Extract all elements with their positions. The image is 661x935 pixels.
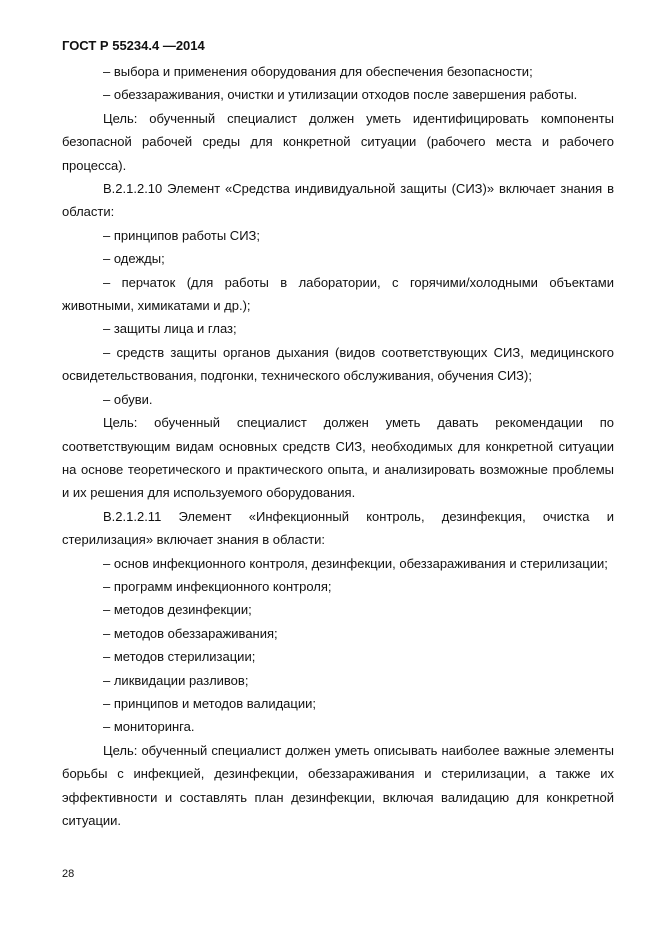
list-item: – методов дезинфекции;	[103, 602, 252, 618]
document-body	[62, 60, 614, 832]
list-item: – методов стерилизации;	[103, 649, 256, 665]
section-paragraph: В.2.1.2.11 Элемент «Инфекционный контроль, дезинфекция, очистка и стерилизация» включает знания в области:	[62, 508, 614, 548]
document-header: ГОСТ Р 55234.4 —2014	[62, 38, 205, 53]
list-item: – основ инфекционного контроля, дезинфекции, обеззараживания и стерилизации;	[103, 555, 608, 571]
list-item: – мониторинга.	[103, 719, 195, 735]
list-item: – ликвидации разливов;	[103, 672, 249, 688]
goal-paragraph: Цель: обученный специалист должен уметь идентифицировать компоненты безопасной рабочей среды для конкретной ситуации (рабочего места и рабочего процесса).	[62, 110, 614, 173]
list-item: – защиты лица и глаз;	[103, 321, 237, 337]
goal-paragraph: Цель: обученный специалист должен уметь описывать наиболее важные элементы борьбы с инфекцией, дезинфекции, обеззараживания и стерилизации, а также их эффективности и составлять план дезинфекции, включая валидацию для конкретной ситуации.	[62, 742, 614, 828]
list-item: – перчаток (для работы в лаборатории, с горячими/холодными объектами животными, химикатами и др.);	[62, 274, 614, 314]
list-item: – программ инфекционного контроля;	[103, 578, 332, 594]
list-item: – принципов работы СИЗ;	[103, 227, 261, 243]
list-item: – выбора и применения оборудования для обеспечения безопасности;	[103, 64, 533, 79]
list-item: – средств защиты органов дыхания (видов соответствующих СИЗ, медицинского освидетельствования, подгонки, технического обслуживания, обучения СИЗ);	[62, 344, 614, 384]
list-item: – одежды;	[103, 251, 165, 267]
goal-paragraph: Цель: обученный специалист должен уметь давать рекомендации по соответствующим видам основных средств СИЗ, необходимых для конкретной ситуации на основе теоретического и практического опыта, и анализировать возможные проблемы и их решения для используемого оборудования.	[62, 415, 614, 501]
list-item: – методов обеззараживания;	[103, 625, 278, 641]
list-item: – обуви.	[103, 391, 153, 407]
page-number: 28	[62, 868, 75, 880]
section-paragraph: В.2.1.2.10 Элемент «Средства индивидуальной защиты (СИЗ)» включает знания в области:	[62, 181, 614, 220]
list-item: – обеззараживания, очистки и утилизации отходов после завершения работы.	[103, 87, 578, 103]
list-item: – принципов и методов валидации;	[103, 695, 316, 711]
